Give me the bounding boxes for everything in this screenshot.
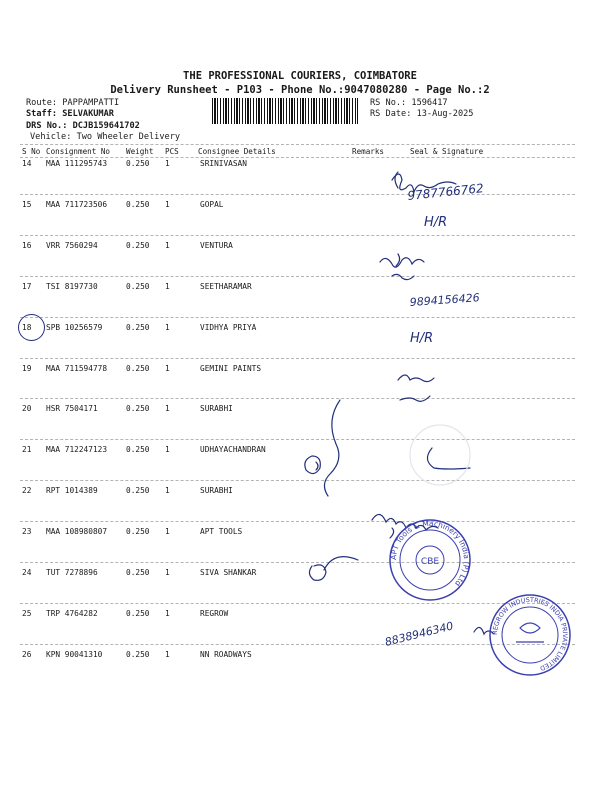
consignment-number: HSR 7504171 (46, 404, 98, 413)
row-sno: 17 (22, 282, 32, 291)
row-pcs: 1 (165, 200, 170, 209)
runsheet-title: Delivery Runsheet - P103 - Phone No.:9047080280 - Page No.:2 (110, 84, 490, 96)
row-pcs: 1 (165, 609, 170, 618)
row-sno: 15 (22, 200, 32, 209)
signature-19 (398, 375, 434, 382)
consignee-name: UDHAYACHANDRAN (200, 445, 266, 454)
consignee-name: VENTURA (200, 241, 233, 250)
row-weight: 0.250 (126, 364, 150, 373)
col-sno: S No (22, 147, 41, 156)
row-sno: 20 (22, 404, 32, 413)
consignment-number: KPN 90041310 (46, 650, 103, 659)
staff: Staff: SELVAKUMAR (26, 109, 114, 119)
scribble-20 (324, 400, 340, 496)
row-pcs: 1 (165, 241, 170, 250)
consignee-name: VIDHYA PRIYA (200, 323, 257, 332)
note-14-phone: 9787766762 (406, 181, 485, 203)
consignee-name: REGROW (200, 609, 229, 618)
rs-number: RS No.: 1596417 (370, 98, 448, 108)
route: Route: PAPPAMPATTI (26, 98, 120, 108)
signature-16 (380, 254, 424, 280)
consignee-name: SURABHI (200, 486, 233, 495)
row-weight: 0.250 (126, 282, 150, 291)
col-seal: Seal & Signature (410, 147, 484, 156)
scribble-21 (427, 448, 470, 469)
row-pcs: 1 (165, 486, 170, 495)
row-weight: 0.250 (126, 159, 150, 168)
row-sno: 18 (22, 323, 32, 332)
row-sno: 19 (22, 364, 32, 373)
row-sno: 16 (22, 241, 32, 250)
row-weight: 0.250 (126, 323, 150, 332)
row-pcs: 1 (165, 323, 170, 332)
consignee-name: SURABHI (200, 404, 233, 413)
row-weight: 0.250 (126, 527, 150, 536)
consignment-number: SPB 10256579 (46, 323, 103, 332)
row-weight: 0.250 (126, 200, 150, 209)
consignment-number: MAA 108980807 (46, 527, 108, 536)
consignee-name: SIVA SHANKAR (200, 568, 257, 577)
row-weight: 0.250 (126, 568, 150, 577)
regrow-stamp (490, 595, 570, 675)
consignee-name: GEMINI PAINTS (200, 364, 262, 373)
scribble-24 (309, 557, 358, 581)
note-25-phone: 8838946340 (383, 619, 455, 649)
col-consignment: Consignment No (46, 147, 111, 156)
row-pcs: 1 (165, 404, 170, 413)
consignee-name: GOPAL (200, 200, 224, 209)
col-weight: Weight (126, 147, 154, 156)
row-pcs: 1 (165, 568, 170, 577)
regrow-stamp-ring-text: REGROW INDUSTRIES INDIA PRIVATE LIMITED (490, 595, 570, 673)
consignment-number: MAA 712247123 (46, 445, 108, 454)
consignee-name: NN ROADWAYS (200, 650, 252, 659)
note-17-phone: 9894156426 (409, 291, 481, 309)
consignment-number: TUT 7278896 (46, 568, 98, 577)
row-sno: 26 (22, 650, 32, 659)
row-weight: 0.250 (126, 241, 150, 250)
row-pcs: 1 (165, 364, 170, 373)
drs-number: DRS No.: DCJB159641702 (26, 121, 140, 131)
row-sno: 21 (22, 445, 32, 454)
consignee-name: APT TOOLS (200, 527, 243, 536)
signature-19-under (400, 396, 430, 401)
consignment-number: VRR 7560294 (46, 241, 98, 250)
consignment-number: MAA 711594778 (46, 364, 108, 373)
row-sno: 14 (22, 159, 32, 168)
consignee-name: SEETHARAMAR (200, 282, 252, 291)
row-weight: 0.250 (126, 445, 150, 454)
faint-stamp (410, 425, 470, 485)
consignment-number: TSI 8197730 (46, 282, 98, 291)
consignment-number: MAA 111295743 (46, 159, 108, 168)
scribble-21-circle (305, 456, 320, 474)
row-sno: 24 (22, 568, 32, 577)
row-pcs: 1 (165, 650, 170, 659)
col-remarks: Remarks (352, 147, 385, 156)
row-weight: 0.250 (126, 609, 150, 618)
vehicle: Vehicle: Two Wheeler Delivery (30, 132, 181, 142)
row-weight: 0.250 (126, 486, 150, 495)
consignment-number: MAA 711723506 (46, 200, 108, 209)
row-pcs: 1 (165, 282, 170, 291)
consignment-number: TRP 4764282 (46, 609, 98, 618)
hr-mark-18: H/R (410, 331, 434, 346)
row-weight: 0.250 (126, 404, 150, 413)
apt-stamp-center: CBE (420, 557, 440, 567)
col-pcs: PCS (165, 147, 179, 156)
row-sno: 22 (22, 486, 32, 495)
apt-stamp-ring-text: APT Tools & Machinery India (P) Ltd (388, 518, 472, 589)
hr-mark-14: H/R (424, 215, 448, 230)
col-details: Consignee Details (198, 147, 276, 156)
consignment-number: RPT 1014389 (46, 486, 98, 495)
consignee-name: SRINIVASAN (200, 159, 247, 168)
row-sno: 23 (22, 527, 32, 536)
rs-date: RS Date: 13-Aug-2025 (370, 109, 474, 119)
row-weight: 0.250 (126, 650, 150, 659)
row-pcs: 1 (165, 445, 170, 454)
row-sno: 25 (22, 609, 32, 618)
row-pcs: 1 (165, 527, 170, 536)
row-pcs: 1 (165, 159, 170, 168)
company-name: THE PROFESSIONAL COURIERS, COIMBATORE (183, 70, 417, 82)
